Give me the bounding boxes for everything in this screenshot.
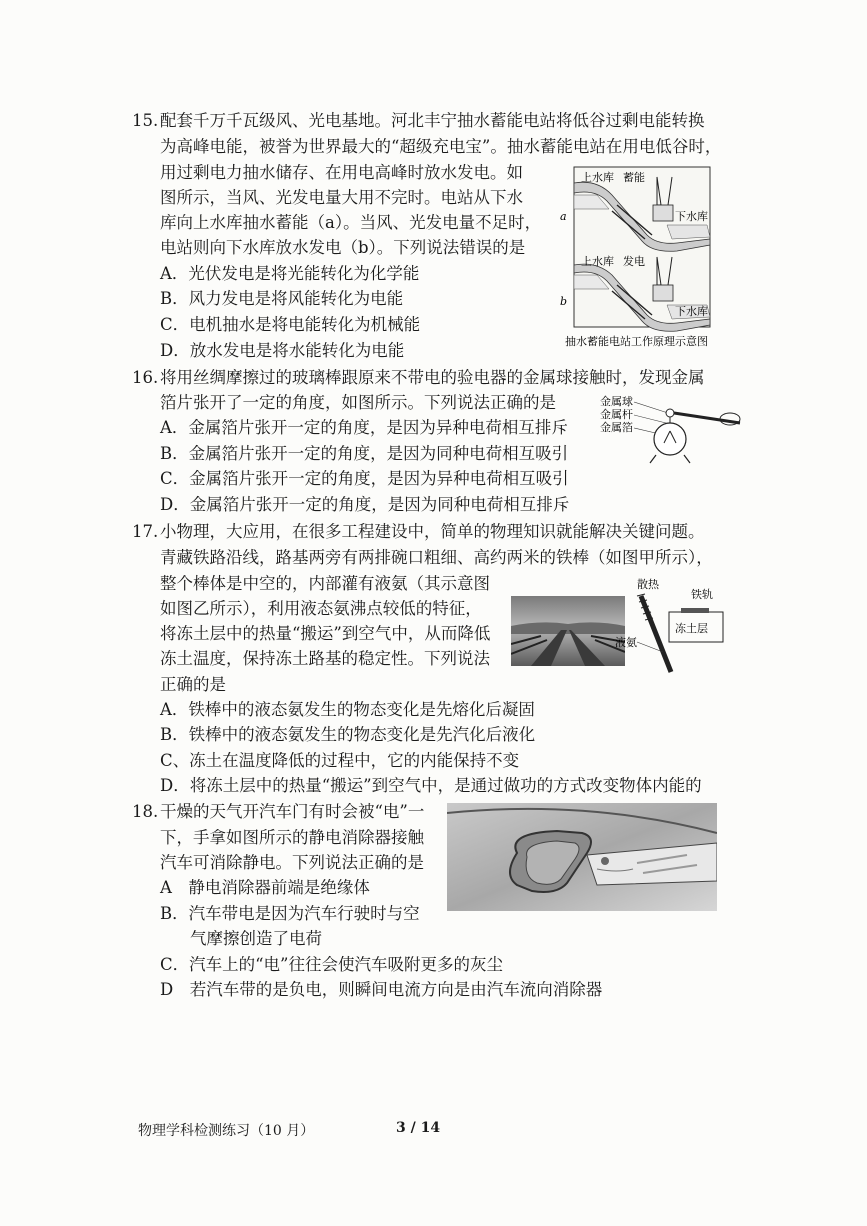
- question-number: 16.: [132, 368, 159, 387]
- question-text-line: 如图乙所示），利用液态氨沸点较低的特征，: [160, 599, 482, 618]
- option-d: D．将冻土层中的热量“搬运”到空气中，是通过做功的方式改变物体内能的: [160, 776, 702, 795]
- option-a: A 静电消除器前端是绝缘体: [160, 878, 370, 897]
- question-text-line: 整个棒体是中空的，内部灌有液氨（其示意图: [160, 574, 490, 593]
- option-b: B．风力发电是将风能转化为电能: [160, 289, 404, 308]
- question-text-line: 青藏铁路沿线，路基两旁有两排碗口粗细、高约两米的铁棒（如图甲所示），: [160, 548, 713, 567]
- upper-reservoir-label: 上水库: [581, 171, 614, 184]
- liquid-ammonia-label: 液氨: [615, 636, 637, 649]
- frozen-soil-label: 冻土层: [675, 622, 708, 635]
- question-text-line: 干燥的天气开汽车门有时会被“电”一: [160, 802, 425, 821]
- rail-label: 铁轨: [691, 588, 713, 601]
- question-text-line: 图所示，当风、光发电量大用不完时。电站从下水: [160, 188, 523, 207]
- question-text-line: 汽车可消除静电。下列说法正确的是: [160, 853, 424, 872]
- electroscope-diagram: [600, 393, 745, 465]
- option-b: B．铁棒中的液态氨发生的物态变化是先汽化后液化: [160, 725, 536, 744]
- option-b-continued: 气摩擦创造了电荷: [190, 929, 322, 948]
- footer-title: 物理学科检测练习（10 月）: [138, 1123, 315, 1139]
- question-number: 18.: [132, 802, 159, 821]
- option-d: D 若汽车带的是负电，则瞬间电流方向是由汽车流向消除器: [160, 980, 603, 999]
- option-c: C、冻土在温度降低的过程中，它的内能保持不变: [160, 751, 520, 770]
- question-number: 17.: [132, 522, 159, 541]
- question-text-line: 将冻土层中的热量“搬运”到空气中，从而降低: [160, 624, 491, 643]
- diagram-caption: 抽水蓄能电站工作原理示意图: [565, 335, 708, 348]
- question-text-line: 用过剩电力抽水储存、在用电高峰时放水发电。如: [160, 163, 523, 182]
- railway-photo: [511, 596, 625, 666]
- lower-reservoir-label: 下水库: [675, 210, 708, 223]
- question-text-line: 电站则向下水库放水发电（b）。下列说法错误的是: [160, 238, 526, 257]
- option-a: A．光伏发电是将光能转化为化学能: [160, 264, 420, 283]
- generation-label: 发电: [623, 255, 645, 268]
- storage-label: 蓄能: [623, 171, 645, 184]
- option-c: C．汽车上的“电”往往会使汽车吸附更多的灰尘: [160, 955, 503, 974]
- question-text-line: 下，手拿如图所示的静电消除器接触: [160, 828, 424, 847]
- question-text-line: 为高峰电能，被誉为世界最大的“超级充电宝”。抽水蓄能电站在用电低谷时，: [160, 137, 722, 156]
- question-text-line: 箔片张开了一定的角度，如图所示。下列说法正确的是: [160, 393, 556, 412]
- option-b: B．金属箔片张开一定的角度，是因为同种电荷相互吸引: [160, 444, 569, 463]
- question-text-line: 小物理，大应用，在很多工程建设中，简单的物理知识就能解决关键问题。: [160, 522, 705, 541]
- option-c: C．金属箔片张开一定的角度，是因为异种电荷相互吸引: [160, 469, 569, 488]
- ammonia-rod-diagram: [615, 576, 727, 676]
- question-text-line: 配套千万千瓦级风、光电基地。河北丰宁抽水蓄能电站将低谷过剩电能转换: [160, 111, 705, 130]
- diagram-label-b: b: [560, 295, 568, 308]
- question-number: 15.: [132, 111, 159, 130]
- metal-rod-label: 金属杆: [600, 408, 633, 421]
- option-d: D．放水发电是将水能转化为电能: [160, 341, 405, 360]
- pumped-storage-diagram: [557, 165, 727, 350]
- option-c: C．电机抽水是将电能转化为机械能: [160, 315, 421, 334]
- question-text-line: 正确的是: [160, 675, 226, 694]
- lower-reservoir-label: 下水库: [675, 305, 708, 318]
- question-text-line: 冻土温度，保持冻土路基的稳定性。下列说法: [160, 649, 490, 668]
- option-b: B．汽车带电是因为汽车行驶时与空: [160, 904, 420, 923]
- diagram-label-a: a: [560, 210, 567, 223]
- question-text-line: 将用丝绸摩擦过的玻璃棒跟原来不带电的验电器的金属球接触时，发现金属: [160, 368, 705, 387]
- heat-dissipation-label: 散热: [637, 578, 659, 591]
- static-eliminator-photo: [447, 803, 717, 911]
- option-a: A．铁棒中的液态氨发生的物态变化是先熔化后凝固: [160, 700, 535, 719]
- upper-reservoir-label: 上水库: [581, 255, 614, 268]
- metal-foil-label: 金属箔: [600, 421, 633, 434]
- option-a: A．金属箔片张开一定的角度，是因为异种电荷相互排斥: [160, 418, 568, 437]
- option-d: D．金属箔片张开一定的角度，是因为同种电荷相互排斥: [160, 495, 570, 514]
- metal-ball-label: 金属球: [600, 395, 633, 408]
- question-text-line: 库向上水库抽水蓄能（a）。当风、光发电量不足时，: [160, 213, 542, 232]
- page-number: 3 / 14: [396, 1120, 441, 1136]
